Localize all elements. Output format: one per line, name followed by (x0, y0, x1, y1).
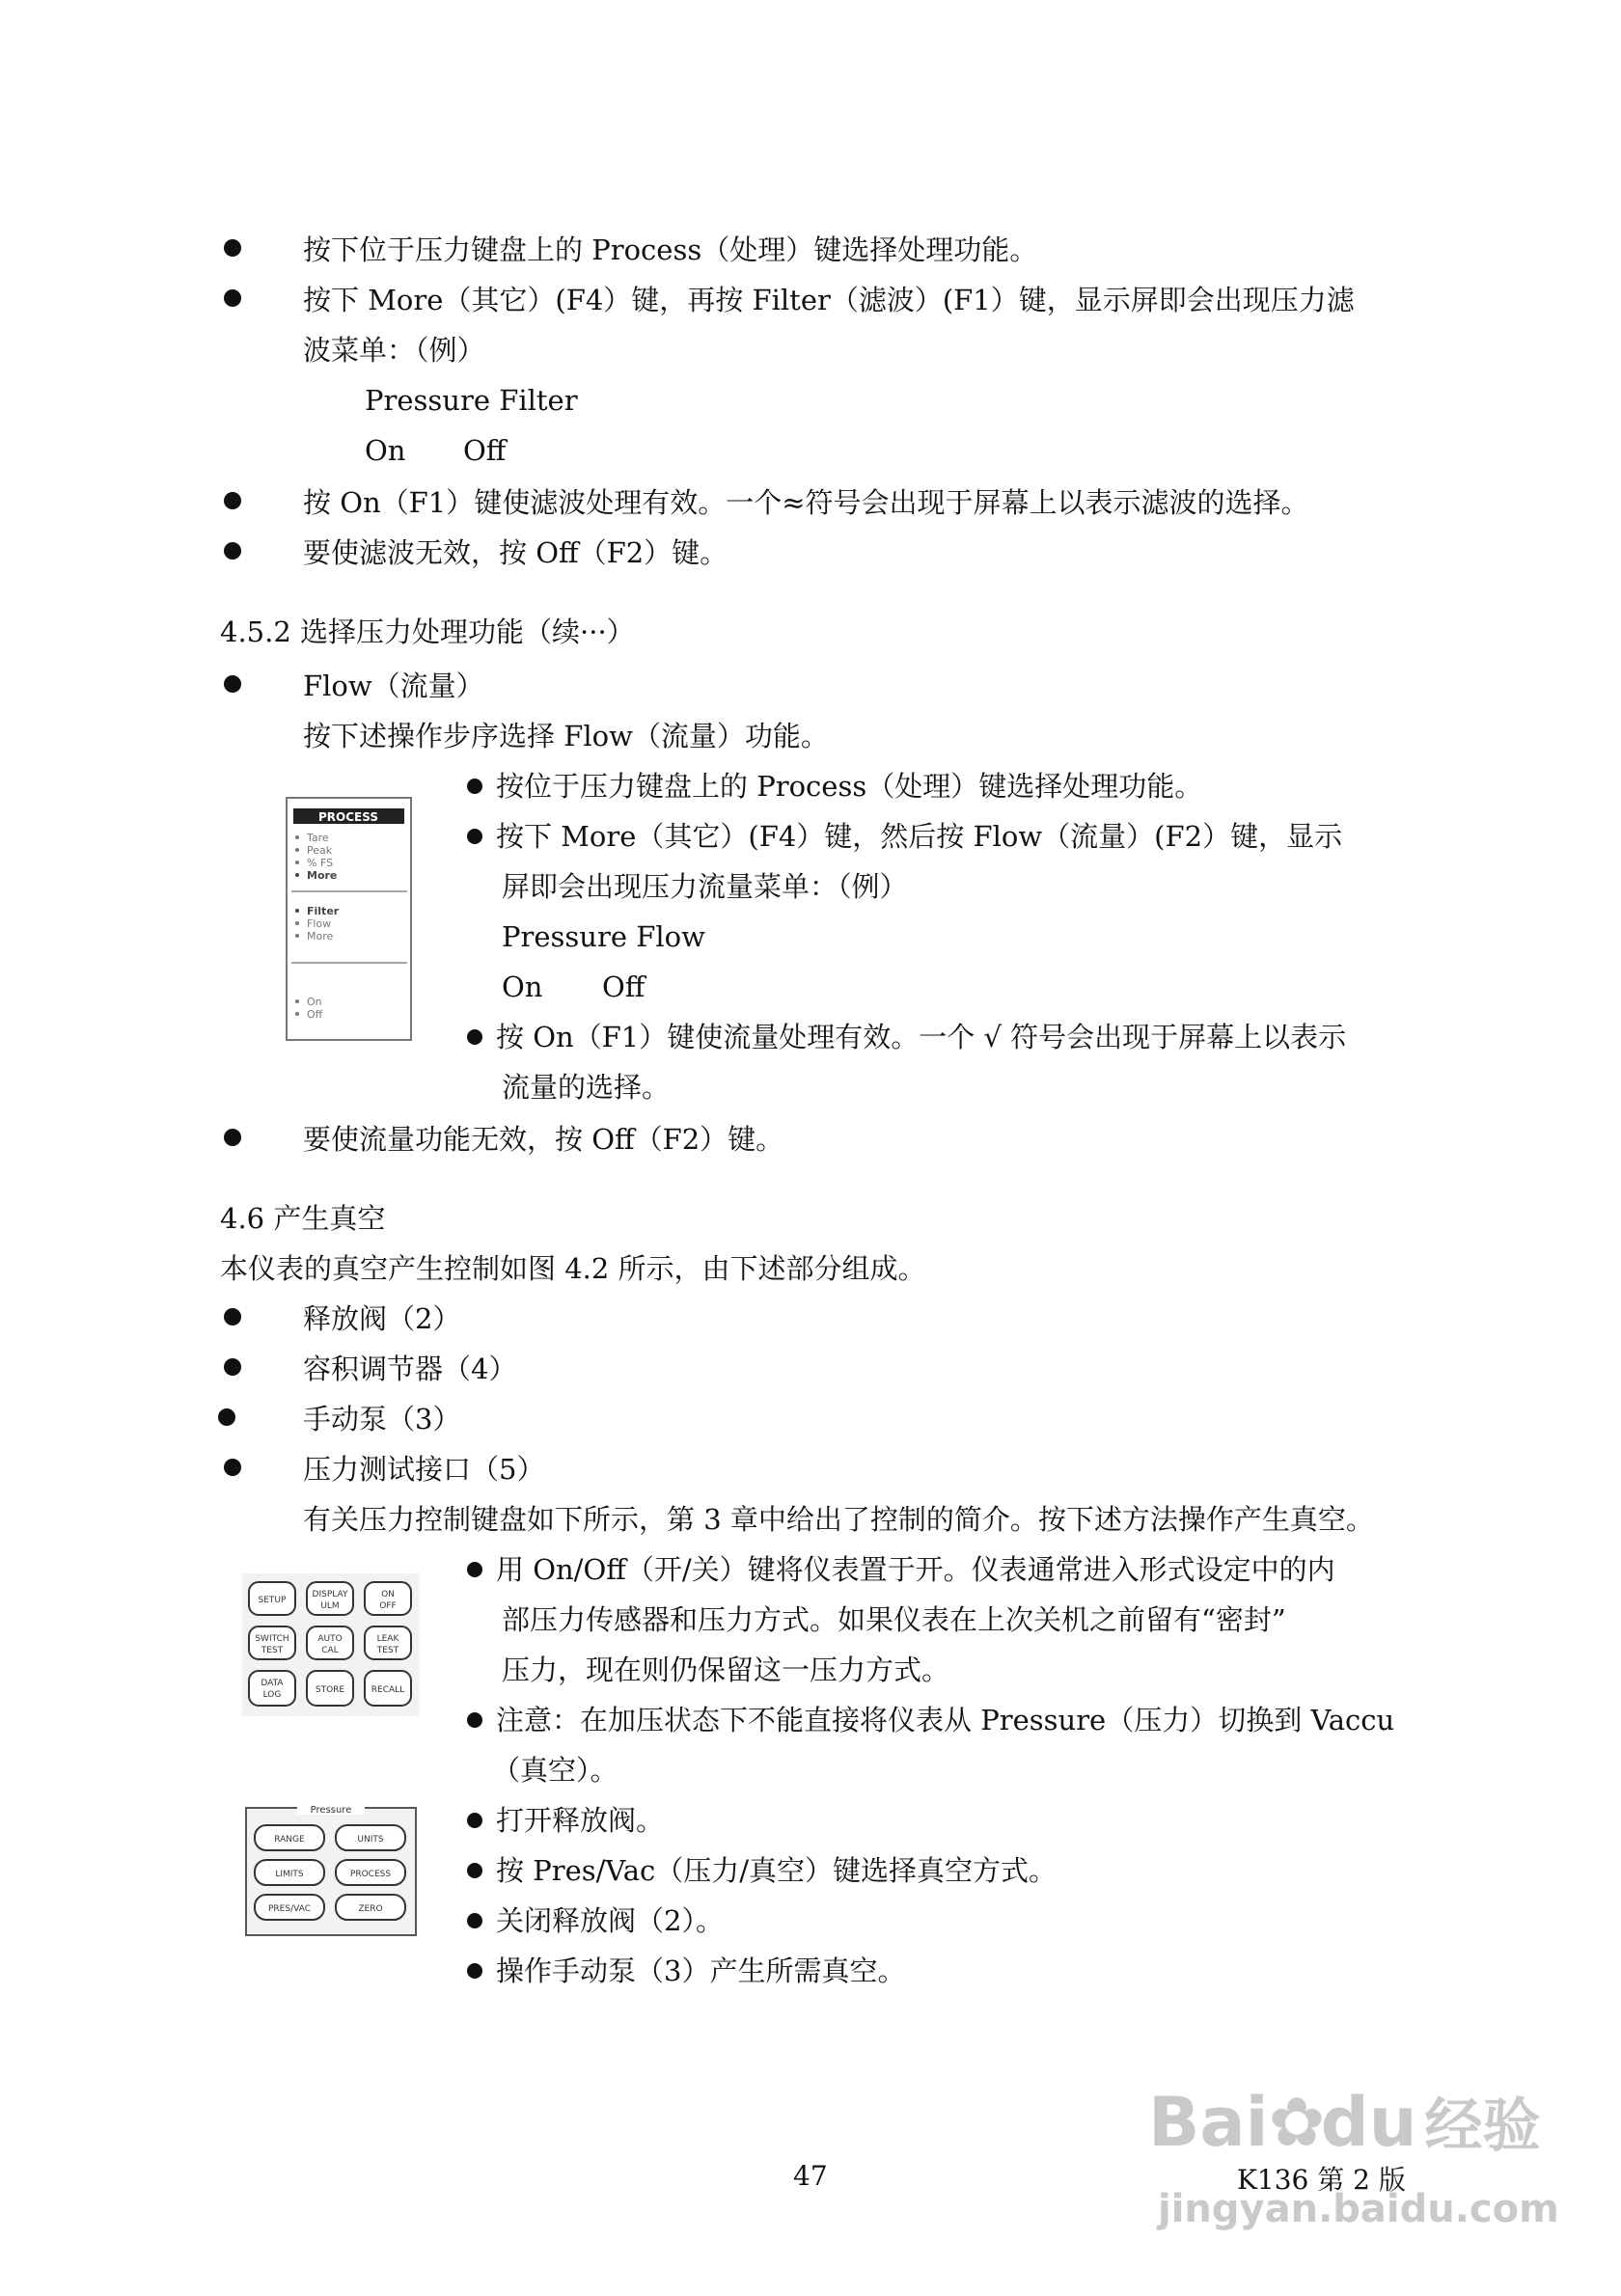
menu-marker (295, 835, 299, 839)
version-label: K136 第 2 版 (1237, 2164, 1406, 2196)
pres-vac-key-label: PRES/VAC (268, 1904, 311, 1914)
menu-example-title: Pressure Filter (365, 384, 578, 417)
bullet-dot (467, 1863, 482, 1878)
store-key-label: STORE (315, 1685, 345, 1695)
range-key-label: RANGE (274, 1835, 305, 1845)
bullet-dot (467, 1712, 482, 1728)
menu-item: More (307, 930, 334, 943)
step-text: 按 Pres/Vac（压力/真空）键选择真空方式。 (467, 1851, 1057, 1890)
bullet-text: 按下 More（其它）(F4）键，再按 Filter（滤波）(F1）键，显示屏即会出现压力滤 (303, 284, 1355, 316)
keypad-title: Pressure (310, 1805, 352, 1816)
bullet-text-cont: 波菜单：（例） (303, 334, 485, 367)
watermark-product: 经验 (1424, 2092, 1541, 2160)
switch-key-label: SWITCH (255, 1634, 289, 1644)
flow-menu-off: Off (602, 970, 646, 1003)
page-number: 47 (793, 2160, 828, 2192)
component-item: 压力测试接口（5） (303, 1453, 545, 1486)
menu-item: % FS (307, 857, 334, 869)
bullet-dot (467, 1562, 482, 1577)
bullet-dot (224, 1308, 241, 1326)
process-key-label: PROCESS (349, 1870, 392, 1879)
display-key-sublabel: ULM (320, 1601, 340, 1611)
bullet-dot (224, 542, 241, 560)
display-key-label: DISPLAY (312, 1590, 348, 1599)
step-text: 按 On（F1）键使流量处理有效。一个 √ 符号会出现于屏幕上以表示 (467, 1018, 1346, 1056)
bullet-dot (218, 1408, 235, 1426)
on-key-label: ON (381, 1590, 395, 1599)
off-key-label: OFF (379, 1601, 397, 1611)
step-text-cont: 压力，现在则仍保留这一压力方式。 (502, 1654, 950, 1686)
bullet-dot (467, 1813, 482, 1828)
bullet-dot (224, 675, 241, 693)
menu-marker (295, 848, 299, 852)
menu-frame (287, 798, 411, 1040)
data-key-sublabel: LOG (262, 1690, 282, 1700)
setup-key-label: SETUP (258, 1596, 287, 1605)
component-item: 释放阀（2） (303, 1302, 461, 1335)
auto-key-sublabel: CAL (321, 1646, 339, 1655)
step-text: 打开释放阀。 (467, 1801, 664, 1840)
bullet-dot (224, 1459, 241, 1476)
bullet-text: 按 On（F1）键使滤波处理有效。一个≈符号会出现于屏幕上以表示滤波的选择。 (303, 486, 1309, 519)
leak-key-label: LEAK (376, 1634, 399, 1644)
step-text-cont: 部压力传感器和压力方式。如果仪表在上次关机之前留有“密封” (502, 1603, 1286, 1636)
menu-item: More (307, 869, 338, 882)
flow-intro: 按下述操作步序选择 Flow（流量）功能。 (303, 720, 829, 752)
bullet-text: 要使流量功能无效，按 Off（F2）键。 (303, 1123, 784, 1156)
menu-marker (295, 861, 299, 864)
bullet-dot (467, 829, 482, 844)
bullet-dot (224, 239, 241, 257)
menu-item: On (307, 996, 322, 1008)
leak-key-sublabel: TEST (376, 1646, 399, 1655)
bullet-dot (467, 1963, 482, 1979)
flow-menu-on: On (502, 970, 543, 1003)
keyboard-note: 有关压力控制键盘如下所示，第 3 章中给出了控制的简介。按下述方法操作产生真空。 (303, 1503, 1374, 1536)
menu-item: Peak (307, 844, 333, 857)
menu-marker (295, 999, 299, 1003)
section-intro: 本仪表的真空产生控制如图 4.2 所示，由下述部分组成。 (220, 1252, 926, 1285)
step-text: 操作手动泵（3）产生所需真空。 (467, 1952, 905, 1990)
menu-marker (295, 1012, 299, 1016)
menu-example-off: Off (463, 434, 507, 467)
step-text: 注意：在加压状态下不能直接将仪表从 Pressure（压力）切换到 Vaccu (467, 1701, 1394, 1739)
bullet-dot (467, 1029, 482, 1045)
bullet-dot (224, 289, 241, 307)
flow-menu-title: Pressure Flow (502, 920, 705, 953)
step-text: 按下 More（其它）(F4）键，然后按 Flow（流量）(F2）键，显示 (467, 817, 1342, 856)
limits-key-label: LIMITS (275, 1870, 304, 1879)
menu-item: Filter (307, 905, 340, 917)
component-item: 容积调节器（4） (303, 1353, 517, 1385)
recall-key-label: RECALL (371, 1685, 405, 1695)
menu-item: Off (307, 1008, 323, 1021)
process-menu-figure (286, 797, 413, 1042)
bullet-dot (224, 492, 241, 509)
zero-key-label: ZERO (358, 1904, 383, 1914)
menu-marker (295, 909, 299, 913)
watermark-logo (1148, 2084, 1541, 2165)
control-keypad-figure (241, 1572, 421, 1717)
section-heading: 4.6 产生真空 (220, 1202, 386, 1235)
menu-item: Flow (307, 917, 332, 930)
watermark-url: jingyan.baidu.com (1158, 2187, 1559, 2231)
auto-key-label: AUTO (317, 1634, 343, 1644)
watermark-brand: Bai (1148, 2083, 1269, 2162)
watermark-brand-2: du (1320, 2083, 1417, 2162)
step-text-cont: （真空）。 (492, 1754, 618, 1787)
bullet-dot (224, 1129, 241, 1146)
step-text: 关闭释放阀（2）。 (467, 1901, 724, 1940)
step-text-cont: 流量的选择。 (502, 1071, 671, 1104)
switch-key-sublabel: TEST (261, 1646, 284, 1655)
bullet-dot (467, 779, 482, 794)
bullet-text: 要使滤波无效，按 Off（F2）键。 (303, 536, 728, 569)
bullet-text: 按下位于压力键盘上的 Process（处理）键选择处理功能。 (303, 233, 1038, 266)
menu-example-on: On (365, 434, 406, 467)
units-key-label: UNITS (357, 1835, 384, 1845)
bullet-dot (467, 1913, 482, 1928)
step-text: 用 On/Off（开/关）键将仪表置于开。仪表通常进入形式设定中的内 (467, 1550, 1335, 1589)
paw-icon: ✿ (1268, 2083, 1326, 2162)
data-log-key (249, 1671, 295, 1706)
section-heading: 4.5.2 选择压力处理功能（续···） (220, 615, 635, 648)
pressure-keypad-figure (245, 1800, 417, 1937)
step-text: 按位于压力键盘上的 Process（处理）键选择处理功能。 (467, 767, 1202, 806)
menu-title: PROCESS (318, 810, 378, 824)
menu-item: Tare (307, 832, 329, 844)
step-text-cont: 屏即会出现压力流量菜单：（例） (502, 870, 908, 903)
menu-marker (295, 873, 299, 877)
flow-title: Flow（流量） (303, 670, 484, 702)
menu-marker (295, 921, 299, 925)
menu-marker (295, 934, 299, 938)
component-item: 手动泵（3） (303, 1403, 461, 1435)
bullet-dot (224, 1358, 241, 1376)
data-key-label: DATA (261, 1679, 284, 1688)
